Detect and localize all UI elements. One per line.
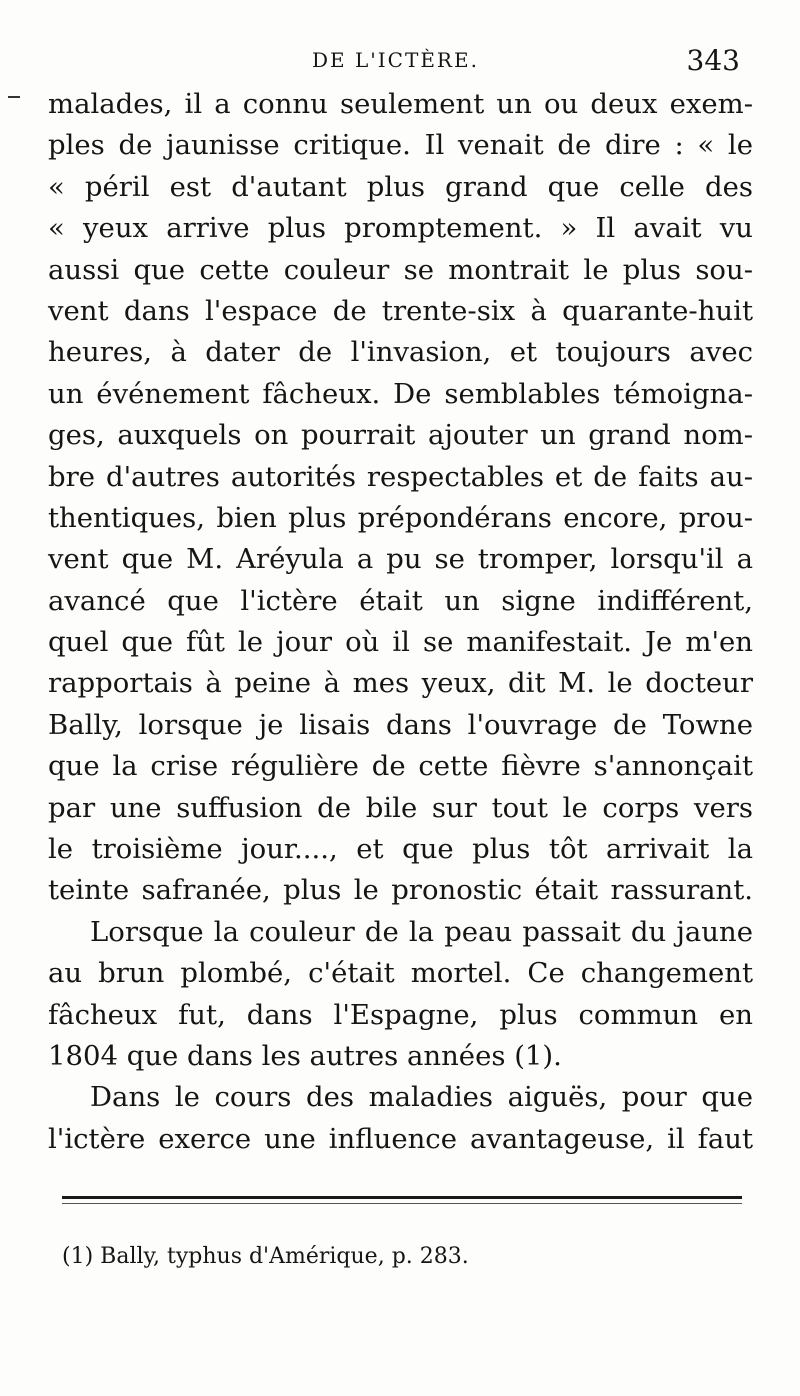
text-line: bre d'autres autorités respectables et de faits au- (48, 460, 753, 493)
text-line: par une suffusion de bile sur tout le corps vers (48, 791, 753, 824)
text-line: vent que M. Aréyula a pu se tromper, lorsqu'il a (48, 543, 753, 576)
body-text (48, 84, 753, 1160)
footnote: (1) Bally, typhus d'Amérique, p. 283. (62, 1244, 469, 1269)
text-line: ges, auxquels on pourrait ajouter un grand nom- (48, 419, 753, 452)
text-line: quel que fût le jour où il se manifestait. Je m'en (48, 626, 753, 659)
footnote-rule (62, 1196, 742, 1199)
text-line: heures, à dater de l'invasion, et toujours avec (48, 336, 753, 369)
paragraph-start-line: Lorsque la couleur de la peau passait du jaune (90, 915, 753, 948)
paragraph-start-line: Dans le cours des maladies aiguës, pour que (90, 1081, 753, 1114)
text-line: « yeux arrive plus promptement. » Il avait vu (48, 212, 753, 245)
text-line: avancé que l'ictère était un signe indifférent, (48, 584, 753, 617)
text-line: ples de jaunisse critique. Il venait de dire : « le (48, 129, 753, 162)
text-line: aussi que cette couleur se montrait le plus sou- (48, 253, 753, 286)
text-line: thentiques, bien plus prépondérans encore, prou- (48, 501, 753, 534)
text-line: teinte safranée, plus le pronostic était rassurant. (48, 874, 753, 907)
text-line: que la crise régulière de cette fièvre s'annonçait (48, 750, 753, 783)
text-line: l'ictère exerce une influence avantageuse, il faut (48, 1122, 753, 1155)
text-line: malades, il a connu seulement un ou deux exem- (48, 88, 753, 120)
page-number: 343 (686, 44, 740, 77)
margin-mark (8, 96, 20, 98)
paragraph-end-line: 1804 que dans les autres années (1). (48, 1039, 562, 1072)
text-line: fâcheux fut, dans l'Espagne, plus commun en (48, 998, 753, 1031)
text-line: rapportais à peine à mes yeux, dit M. le docteur (48, 667, 753, 700)
text-line: le troisième jour...., et que plus tôt arrivait la (48, 833, 753, 866)
text-line: « péril est d'autant plus grand que celle des (48, 170, 753, 203)
footnote-rule-thin (62, 1203, 742, 1204)
page-header (62, 44, 740, 84)
text-line: Bally, lorsque je lisais dans l'ouvrage de Towne (48, 708, 753, 741)
text-line: au brun plombé, c'était mortel. Ce changement (48, 957, 753, 990)
text-line: vent dans l'espace de trente-six à quarante-huit (48, 294, 753, 327)
running-title: DE L'ICTÈRE. (312, 48, 479, 72)
text-line: un événement fâcheux. De semblables témoigna- (48, 377, 753, 410)
